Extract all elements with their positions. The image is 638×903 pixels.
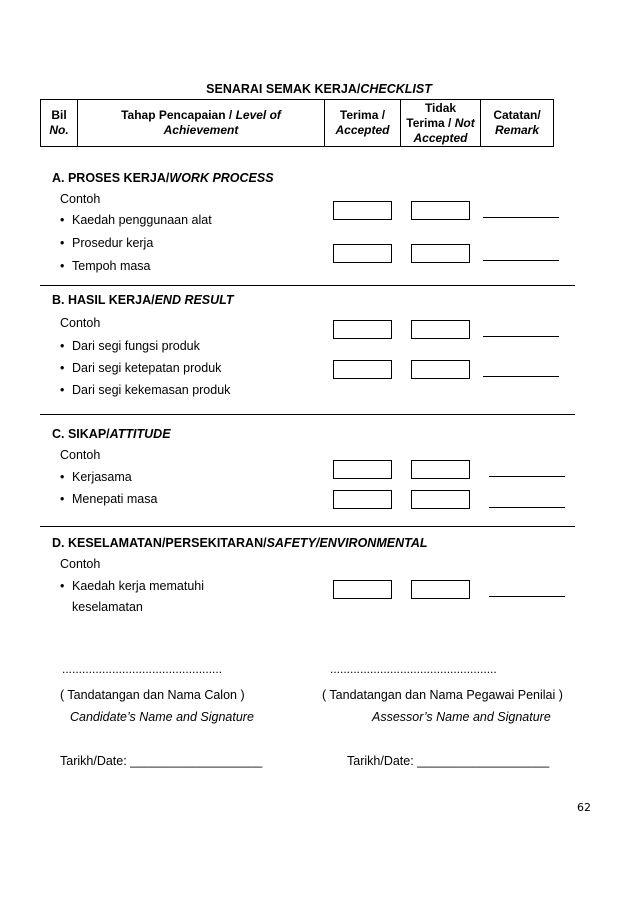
not-accepted-checkbox[interactable]: [411, 201, 470, 220]
section-b-item: • Dari segi fungsi produk: [60, 339, 200, 353]
section-a-item: • Tempoh masa: [60, 259, 151, 273]
section-a-item: • Prosedur kerja: [60, 236, 153, 250]
section-b-item: • Dari segi ketepatan produk: [60, 361, 221, 375]
section-c-item: • Kerjasama: [60, 470, 132, 484]
section-a-item: • Kaedah penggunaan alat: [60, 213, 212, 227]
accepted-checkbox[interactable]: [333, 201, 392, 220]
candidate-signature-line[interactable]: ................................................: [62, 662, 223, 676]
not-accepted-checkbox[interactable]: [411, 320, 470, 339]
section-c-title: C. SIKAP/ATTITUDE: [52, 427, 171, 441]
accepted-checkbox[interactable]: [333, 244, 392, 263]
not-accepted-checkbox[interactable]: [411, 460, 470, 479]
candidate-date-field[interactable]: Tarikh/Date: ___________________: [60, 754, 263, 768]
section-c-item: • Menepati masa: [60, 492, 157, 506]
remark-line[interactable]: [489, 476, 565, 477]
section-d-contoh: Contoh: [60, 557, 101, 571]
candidate-signature-label: ( Tandatangan dan Nama Calon ): [60, 688, 245, 702]
header-tidak-terima: Tidak Terima / Not Accepted: [401, 100, 481, 147]
checklist-header-table: [40, 99, 554, 147]
section-a-contoh: Contoh: [60, 192, 101, 206]
remark-line[interactable]: [489, 507, 565, 508]
header-bil: Bil No.: [41, 100, 78, 147]
remark-line[interactable]: [483, 217, 559, 218]
section-divider: [40, 285, 575, 286]
section-b-contoh: Contoh: [60, 316, 101, 330]
section-b-item: • Dari segi kekemasan produk: [60, 383, 230, 397]
not-accepted-checkbox[interactable]: [411, 490, 470, 509]
header-tahap: Tahap Pencapaian / Level of Achievement: [78, 100, 325, 147]
remark-line[interactable]: [483, 260, 559, 261]
remark-line[interactable]: [483, 336, 559, 337]
accepted-checkbox[interactable]: [333, 320, 392, 339]
header-terima: Terima / Accepted: [325, 100, 401, 147]
candidate-signature-english: Candidate’s Name and Signature: [70, 710, 254, 724]
assessor-date-field[interactable]: Tarikh/Date: ___________________: [347, 754, 550, 768]
assessor-signature-line[interactable]: ..................................................: [330, 662, 497, 676]
not-accepted-checkbox[interactable]: [411, 244, 470, 263]
not-accepted-checkbox[interactable]: [411, 580, 470, 599]
assessor-signature-label: ( Tandatangan dan Nama Pegawai Penilai ): [322, 688, 563, 702]
page-title: SENARAI SEMAK KERJA/CHECKLIST: [206, 82, 432, 96]
assessor-signature-english: Assessor’s Name and Signature: [372, 710, 551, 724]
remark-line[interactable]: [483, 376, 559, 377]
section-b-title: B. HASIL KERJA/END RESULT: [52, 293, 234, 307]
section-d-title: D. KESELAMATAN/PERSEKITARAN/SAFETY/ENVIRONMENTAL: [52, 536, 428, 550]
section-d-item: • Kaedah kerja mematuhi: [60, 579, 204, 593]
remark-line[interactable]: [489, 596, 565, 597]
accepted-checkbox[interactable]: [333, 460, 392, 479]
section-a-title: A. PROSES KERJA/WORK PROCESS: [52, 171, 274, 185]
accepted-checkbox[interactable]: [333, 360, 392, 379]
not-accepted-checkbox[interactable]: [411, 360, 470, 379]
accepted-checkbox[interactable]: [333, 580, 392, 599]
section-c-contoh: Contoh: [60, 448, 101, 462]
section-divider: [40, 526, 575, 527]
section-divider: [40, 414, 575, 415]
page-number: 62: [577, 801, 591, 814]
header-catatan: Catatan/ Remark: [481, 100, 554, 147]
section-d-item-continuation: keselamatan: [72, 600, 143, 614]
accepted-checkbox[interactable]: [333, 490, 392, 509]
